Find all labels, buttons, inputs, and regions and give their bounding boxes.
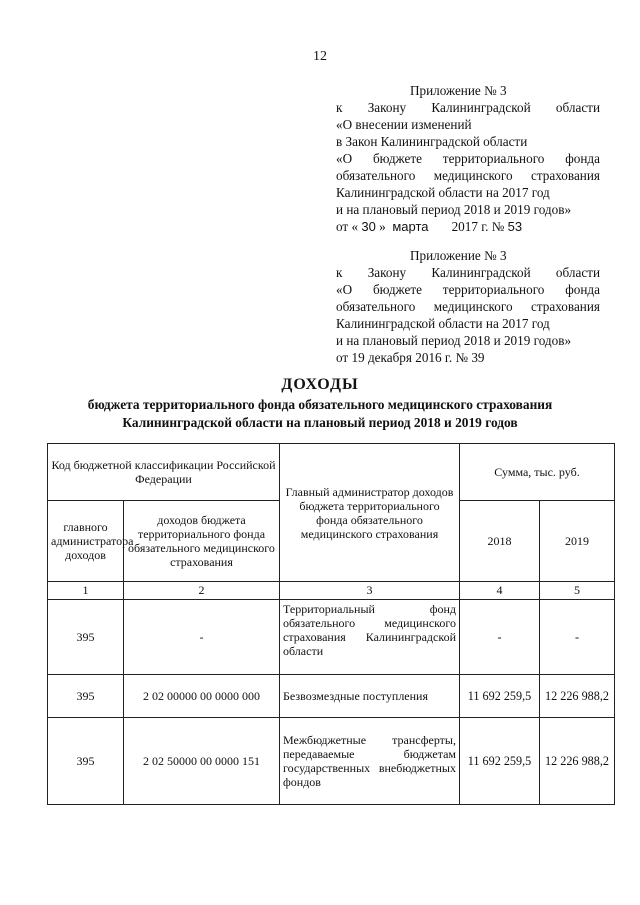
column-number: 4 — [460, 582, 540, 600]
column-number: 3 — [280, 582, 460, 600]
annex-line: «О внесении изменений — [336, 117, 472, 132]
header-admin: Главный администратор доходов бюджета территориального фонда обязательного медицинского страхования — [280, 444, 460, 582]
annex-line: к Закону Калининградской области — [336, 265, 600, 280]
page-number: 12 — [313, 49, 327, 64]
date-year: 2017 г. № — [451, 219, 505, 234]
name-cell: Территориальный фонд обязательного медицинского страхования Калининградской области — [280, 600, 460, 675]
annex-original-block — [336, 247, 600, 366]
annex-line: обязательного медицинского страхования — [336, 299, 600, 314]
header-main-admin: главного администратора доходов — [48, 501, 124, 582]
annex-line: от 19 декабря 2016 г. № 39 — [336, 350, 485, 365]
name-cell: Безвозмездные поступления — [280, 675, 460, 718]
header-kbk: Код бюджетной классификации Российской Федерации — [48, 444, 280, 501]
admin-code-cell: 395 — [48, 718, 124, 805]
annex-line: Калининградской области на 2017 год — [336, 185, 550, 200]
sum-2019-cell: - — [540, 600, 615, 675]
sum-2018-cell: - — [460, 600, 540, 675]
annex-line: в Закон Калининградской области — [336, 134, 528, 149]
table-row — [48, 600, 615, 675]
annex-title: Приложение № 3 — [410, 83, 507, 98]
annex-date-line — [336, 218, 600, 235]
header-year-2019: 2019 — [540, 501, 615, 582]
header-year-2018: 2018 — [460, 501, 540, 582]
header-income-code: доходов бюджета территориального фонда обязательного медицинского страхования — [124, 501, 280, 582]
annex-title: Приложение № 3 — [410, 248, 507, 263]
sum-2019-cell: 12 226 988,2 — [540, 718, 615, 805]
admin-code-cell: 395 — [48, 600, 124, 675]
sum-2018-cell: 11 692 259,5 — [460, 718, 540, 805]
column-number: 5 — [540, 582, 615, 600]
date-number: 53 — [507, 219, 523, 234]
income-code-cell: 2 02 00000 00 0000 000 — [124, 675, 280, 718]
admin-code-cell: 395 — [48, 675, 124, 718]
income-code-cell: 2 02 50000 00 0000 151 — [124, 718, 280, 805]
name-cell: Межбюджетные трансферты, передаваемые бюджетам государственных внебюджетных фондов — [280, 718, 460, 805]
annex-line: и на плановый период 2018 и 2019 годов» — [336, 333, 572, 348]
column-number: 1 — [48, 582, 124, 600]
date-month: марта — [392, 219, 429, 234]
column-number: 2 — [124, 582, 280, 600]
income-table — [47, 443, 615, 805]
column-number-row — [48, 582, 615, 600]
annex-line: обязательного медицинского страхования — [336, 168, 600, 183]
document-subtitle-line1: бюджета территориального фонда обязательного медицинского страхования — [87, 397, 553, 412]
document-subtitle-line2: Калининградской области на плановый период 2018 и 2019 годов — [122, 415, 518, 430]
table-row — [48, 675, 615, 718]
date-day: 30 — [361, 219, 376, 234]
date-prefix: от « — [336, 219, 359, 234]
table-row — [48, 718, 615, 805]
income-code-cell: - — [124, 600, 280, 675]
annex-line: «О бюджете территориального фонда — [336, 282, 600, 297]
header-row — [48, 444, 615, 501]
annex-amendment-block — [336, 82, 600, 235]
document-title: ДОХОДЫ — [281, 376, 359, 393]
annex-line: Калининградской области на 2017 год — [336, 316, 550, 331]
annex-line: «О бюджете территориального фонда — [336, 151, 600, 166]
annex-line: к Закону Калининградской области — [336, 100, 600, 115]
header-sum: Сумма, тыс. руб. — [460, 444, 615, 501]
sum-2019-cell: 12 226 988,2 — [540, 675, 615, 718]
sum-2018-cell: 11 692 259,5 — [460, 675, 540, 718]
date-mid: » — [379, 219, 386, 234]
annex-line: и на плановый период 2018 и 2019 годов» — [336, 202, 572, 217]
